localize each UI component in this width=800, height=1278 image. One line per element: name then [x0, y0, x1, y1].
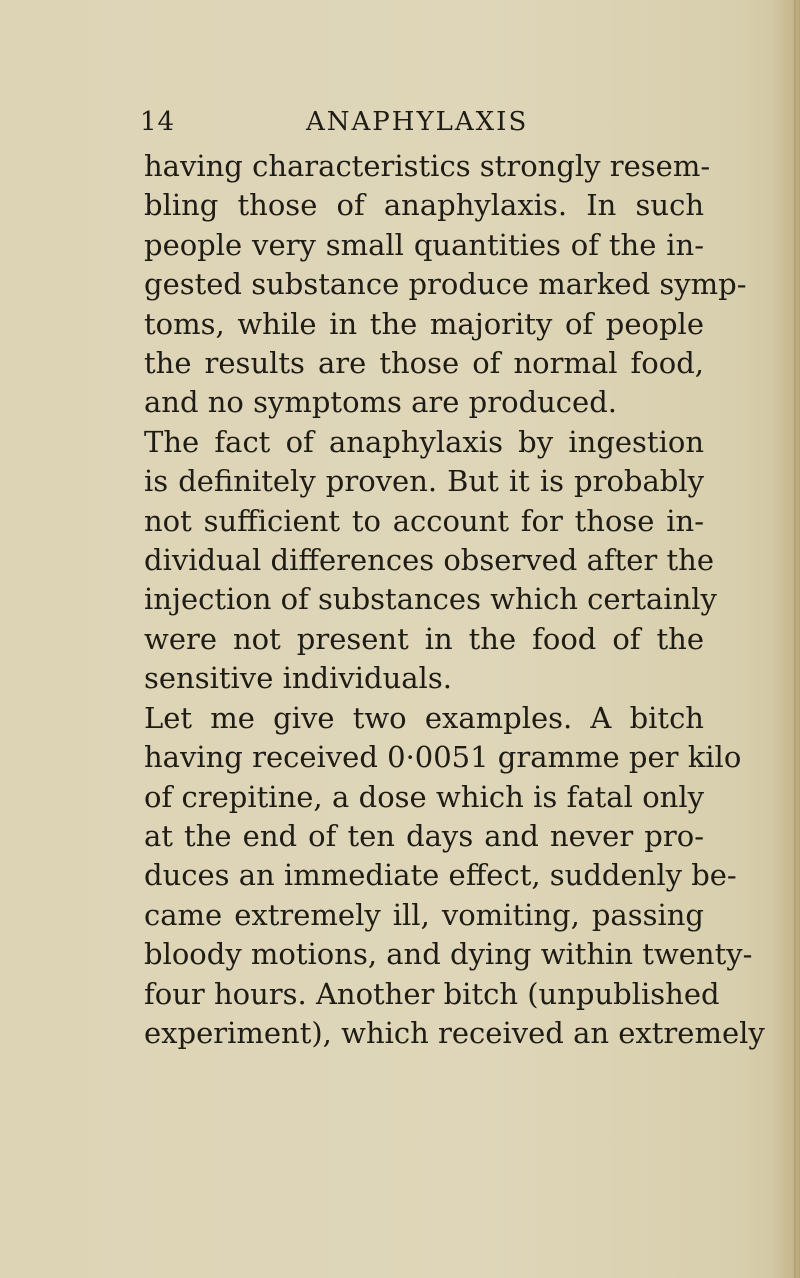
text-line: injection of substances which certainly: [144, 582, 717, 617]
text-line: Let me give two examples. A bitch: [144, 700, 704, 735]
text-line: bling those of anaphylaxis. In such: [144, 188, 704, 223]
text-line: at the end of ten days and never pro-: [144, 818, 704, 853]
text-line: four hours. Another bitch (unpublished: [144, 976, 720, 1011]
text-line: gested substance produce marked symp-: [144, 267, 747, 302]
text-line: came extremely ill, vomiting, passing: [144, 897, 704, 932]
text-line: duces an immediate effect, suddenly be-: [144, 858, 737, 893]
running-head: ANAPHYLAXIS: [306, 107, 529, 137]
text-line: toms, while in the majority of people: [144, 306, 704, 341]
text-line: sensitive individuals.: [144, 661, 452, 696]
text-line: having received 0·0051 gramme per kilo: [144, 740, 742, 775]
page-header: [140, 107, 700, 147]
text-line: bloody motions, and dying within twenty-: [144, 937, 753, 972]
text-line: people very small quantities of the in-: [144, 227, 704, 262]
text-line: experiment), which received an extremely: [144, 1015, 765, 1050]
text-line: The fact of anaphylaxis by ingestion: [144, 424, 704, 459]
text-line: and no symptoms are produced.: [144, 385, 617, 420]
body-text: [144, 147, 765, 1053]
text-line: dividual differences observed after the: [144, 543, 715, 578]
text-line: the results are those of normal food,: [144, 346, 704, 381]
page-number: 14: [140, 107, 176, 137]
text-line: were not present in the food of the: [144, 621, 704, 656]
text-line: having characteristics strongly resem-: [144, 149, 711, 183]
text-line: not sufficient to account for those in-: [144, 503, 704, 538]
text-line: of crepitine, a dose which is fatal only: [144, 779, 704, 814]
page-edge-line: [794, 0, 796, 1278]
text-line: is definitely proven. But it is probably: [144, 464, 704, 499]
